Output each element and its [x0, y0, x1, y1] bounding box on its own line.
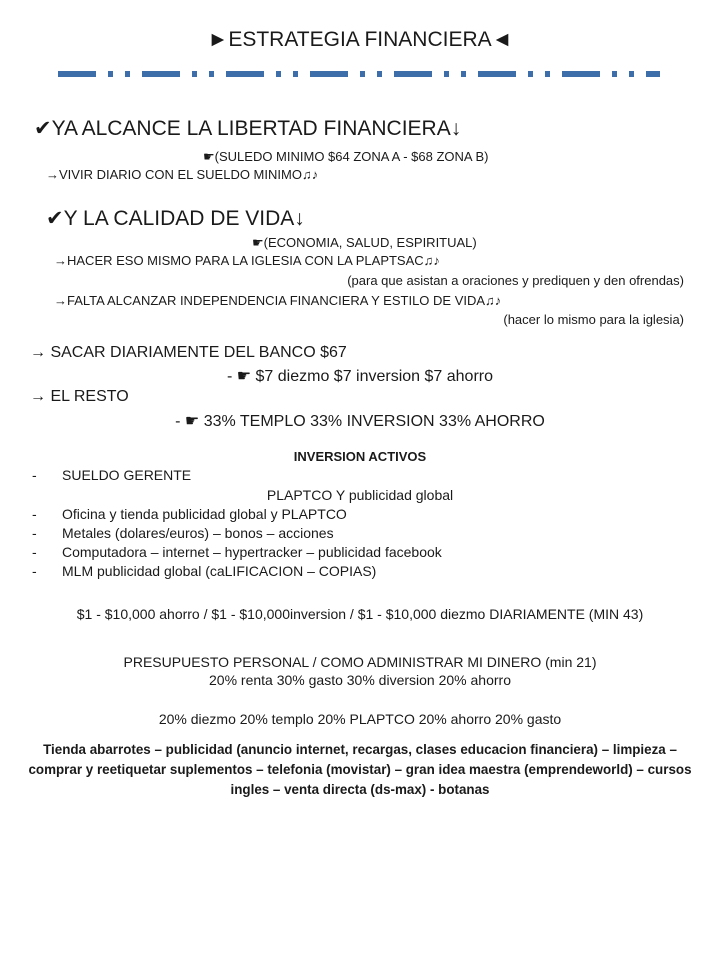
- note-economia-salud: ☛(ECONOMIA, SALUD, ESPIRITUAL): [252, 235, 477, 250]
- divider-dot: [629, 71, 634, 77]
- inversion-item: [32, 506, 347, 522]
- list-text: Oficina y tienda publicidad global y PLAPTCO: [62, 506, 347, 522]
- inversion-item: [32, 563, 376, 579]
- list-dash: -: [32, 563, 37, 579]
- list-dash: -: [32, 525, 37, 541]
- divider-dot: [192, 71, 197, 77]
- divider-dot: [377, 71, 382, 77]
- divider-dot: [528, 71, 533, 77]
- divider-dot: [444, 71, 449, 77]
- divider-dot: [293, 71, 298, 77]
- inversion-item: [32, 467, 191, 483]
- item-vivir-diario: →VIVIR DIARIO CON EL SUELDO MINIMO♫♪: [46, 167, 319, 182]
- divider-dash: [226, 71, 264, 77]
- item-iglesia-plaptsac: →HACER ESO MISMO PARA LA IGLESIA CON LA PLAPTSAC♫♪: [54, 253, 440, 268]
- diario-line: $1 - $10,000 ahorro / $1 - $10,000inversion / $1 - $10,000 diezmo DIARIAMENTE (MIN 43): [76, 606, 644, 622]
- list-text: SUELDO GERENTE: [62, 467, 192, 483]
- inversion-item: [32, 544, 442, 560]
- divider-dash: [310, 71, 348, 77]
- divider-dash: [646, 71, 660, 77]
- note-sueldo-minimo: ☛(SULEDO MINIMO $64 ZONA A - $68 ZONA B): [203, 149, 489, 164]
- plan-sacar-banco: → SACAR DIARIAMENTE DEL BANCO $67: [30, 344, 347, 361]
- plan-diezmo-inversion-ahorro: - ☛ $7 diezmo $7 inversion $7 ahorro: [226, 368, 494, 385]
- list-dash: -: [32, 506, 37, 522]
- divider-dash: [142, 71, 180, 77]
- divider-dot: [209, 71, 214, 77]
- list-dash: -: [32, 467, 37, 483]
- inversion-item-plaptco: PLAPTCO Y publicidad global: [266, 487, 454, 503]
- list-text: Metales (dolares/euros) – bonos – acciones: [62, 525, 334, 541]
- inversion-item: [32, 525, 334, 541]
- divider-dot: [545, 71, 550, 77]
- heading-libertad-financiera: ✔YA ALCANCE LA LIBERTAD FINANCIERA↓: [34, 117, 462, 140]
- plan-porcentajes: - ☛ 33% TEMPLO 33% INVERSION 33% AHORRO: [175, 413, 545, 430]
- list-text: Computadora – internet – hypertracker – publicidad facebook: [62, 544, 442, 560]
- list-dash: -: [32, 544, 37, 560]
- item-independencia: →FALTA ALCANZAR INDEPENDENCIA FINANCIERA Y ESTILO DE VIDA♫♪: [54, 293, 502, 308]
- presupuesto-line-2: 20% diezmo 20% templo 20% PLAPTCO 20% ahorro 20% gasto: [158, 711, 562, 727]
- divider-dot: [125, 71, 130, 77]
- divider-dash: [394, 71, 432, 77]
- divider-dash: [562, 71, 600, 77]
- negocios-paragraph: Tienda abarrotes – publicidad (anuncio internet, recargas, clases educacion financiera) – limpieza – comprar y reetiquetar suplementos – telefonia (movistar) – gran idea maestra (emprendeworld) – cursos ingles – venta directa (ds-max) - botanas: [28, 742, 692, 797]
- heading-calidad-vida: ✔Y LA CALIDAD DE VIDA↓: [46, 207, 305, 230]
- divider-dot: [612, 71, 617, 77]
- divider-dash: [58, 71, 96, 77]
- plan-el-resto: → EL RESTO: [30, 388, 129, 405]
- note-iglesia: (hacer lo mismo para la iglesia): [503, 312, 684, 327]
- list-text: MLM publicidad global (caLIFICACION – COPIAS): [62, 563, 377, 579]
- presupuesto-title: PRESUPUESTO PERSONAL / COMO ADMINISTRAR MI DINERO (min 21): [123, 654, 597, 670]
- divider-dot: [108, 71, 113, 77]
- inversion-heading: INVERSION ACTIVOS: [293, 449, 427, 464]
- note-oraciones: (para que asistan a oraciones y prediquen y den ofrendas): [347, 273, 684, 288]
- dash-dot-divider: [58, 71, 660, 77]
- divider-dash: [478, 71, 516, 77]
- presupuesto-line-1: 20% renta 30% gasto 30% diversion 20% ahorro: [209, 672, 511, 688]
- divider-dot: [276, 71, 281, 77]
- divider-dot: [461, 71, 466, 77]
- divider-dot: [360, 71, 365, 77]
- page-title: ►ESTRATEGIA FINANCIERA◄: [207, 28, 513, 51]
